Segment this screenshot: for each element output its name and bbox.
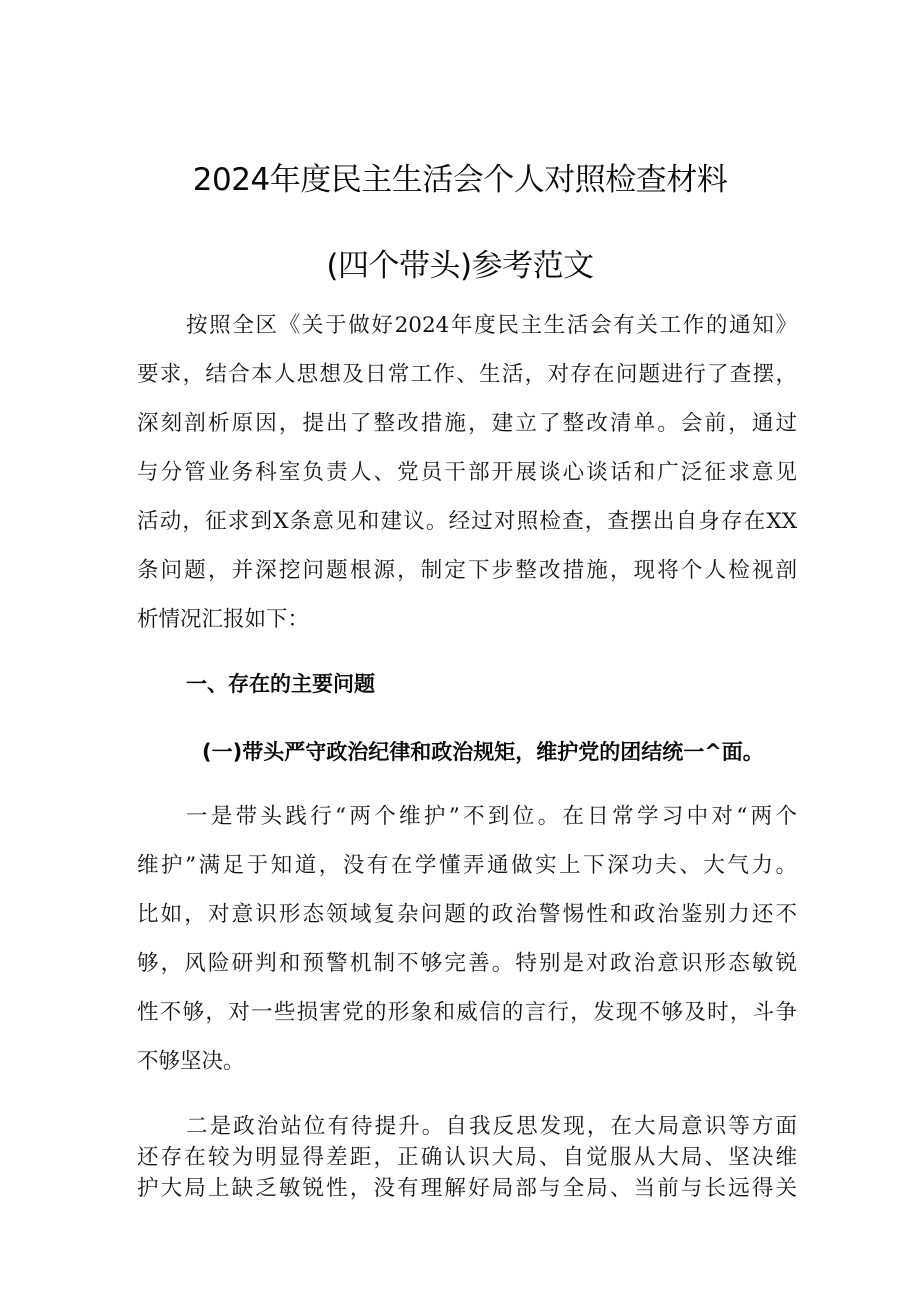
text-line: 性不够，对一些损害党的形象和威信的言行，发现不够及时，斗争 <box>137 1000 797 1025</box>
section-heading: 一、存在的主要问题 <box>186 672 375 696</box>
text-line: 还存在较为明显得差距，正确认识大局、自觉服从大局、坚决维 <box>137 1145 797 1170</box>
text-line: 与分管业务科室负责人、党员干部开展谈心谈话和广泛征求意见 <box>137 460 797 485</box>
document-title-line-1: 2024年度民主生活会个人对照检查材料 <box>192 162 728 198</box>
text-line: 活动，征求到X条意见和建议。经过对照检查，查摆出自身存在XX <box>137 509 797 534</box>
text-line: 要求，结合本人思想及日常工作、生活，对存在问题进行了查摆， <box>137 362 797 387</box>
text-line: 条问题，并深挖问题根源，制定下步整改措施，现将个人检视剖 <box>137 558 797 583</box>
text-line: 维护”满足于知道，没有在学懂弄通做实上下深功夫、大气力。 <box>137 853 797 878</box>
text-line: 析情况汇报如下： <box>137 607 310 632</box>
text-line: 按照全区《关于做好2024年度民主生活会有关工作的通知》 <box>186 313 797 338</box>
text-line: 深刻剖析原因，提出了整改措施，建立了整改清单。会前，通过 <box>137 411 797 436</box>
text-line: 比如，对意识形态领域复杂问题的政治警惕性和政治鉴别力还不 <box>137 902 797 927</box>
text-line: 护大局上缺乏敏锐性，没有理解好局部与全局、当前与长远得关 <box>137 1176 797 1201</box>
text-line: 够，风险研判和预警机制不够完善。特别是对政治意识形态敏锐 <box>137 951 797 976</box>
text-line: 一是带头践行“两个维护”不到位。在日常学习中对“两个 <box>186 804 797 829</box>
document-title-line-2: (四个带头)参考范文 <box>326 248 594 284</box>
subsection-heading: (一)带头严守政治纪律和政治规矩，维护党的团结统一^面。 <box>202 740 764 764</box>
text-line: 不够坚决。 <box>137 1049 245 1074</box>
text-line: 二是政治站位有待提升。自我反思发现，在大局意识等方面 <box>186 1114 797 1139</box>
